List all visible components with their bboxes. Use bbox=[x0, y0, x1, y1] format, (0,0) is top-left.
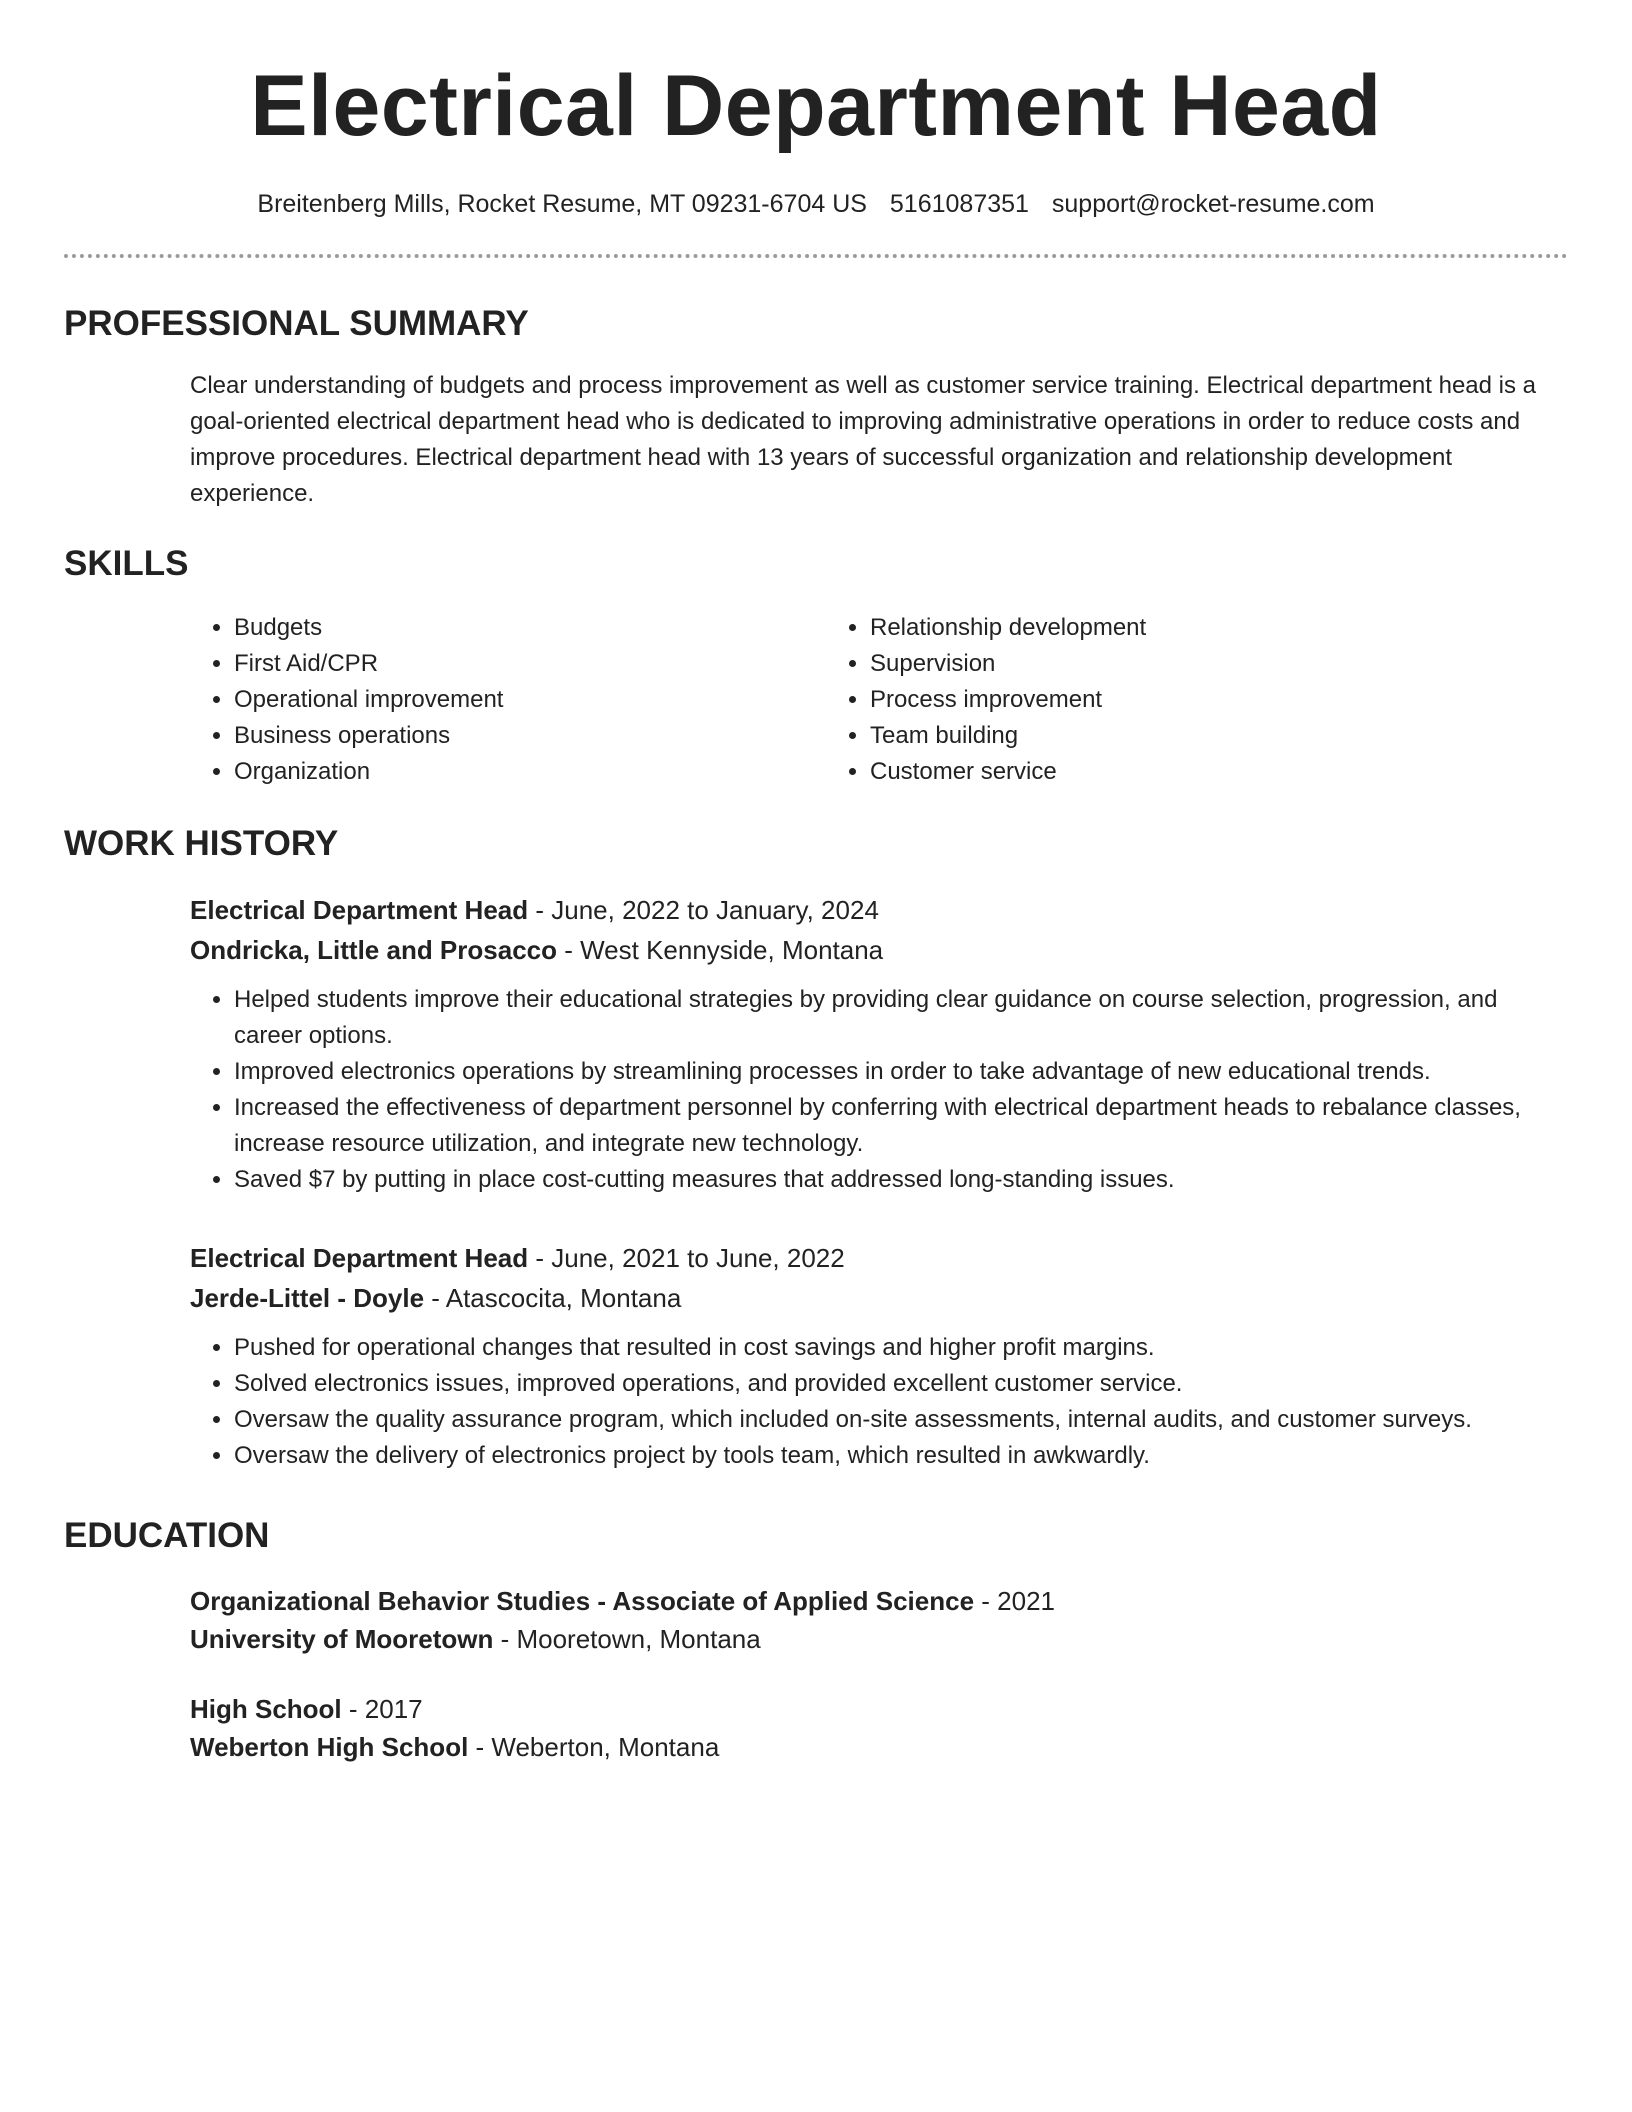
job-location: - Atascocita, Montana bbox=[424, 1283, 682, 1313]
education-degree-line bbox=[190, 1582, 1568, 1620]
education-location: - Weberton, Montana bbox=[468, 1732, 720, 1762]
contact-line bbox=[64, 188, 1568, 220]
candidate-name: Electrical Department Head bbox=[250, 58, 1382, 154]
skills-heading: SKILLS bbox=[64, 544, 189, 583]
resume-header bbox=[64, 0, 1568, 220]
skill-item: • Budgets bbox=[234, 610, 826, 646]
education-school-line bbox=[190, 1620, 1568, 1658]
job-company: Jerde-Littel - Doyle bbox=[190, 1283, 425, 1313]
skills-column-left bbox=[190, 610, 826, 790]
job-company-line bbox=[190, 1278, 1568, 1318]
skills-list bbox=[190, 610, 1568, 790]
education-degree-line bbox=[190, 1690, 1568, 1728]
job-bullets bbox=[190, 1330, 1568, 1474]
education-year: - 2021 bbox=[974, 1586, 1055, 1616]
job-position: Electrical Department Head bbox=[190, 895, 529, 925]
job-company: Ondricka, Little and Prosacco bbox=[190, 935, 557, 965]
education-heading: EDUCATION bbox=[64, 1516, 270, 1555]
education-school: University of Mooretown bbox=[190, 1624, 494, 1654]
contact-phone: 5161087351 bbox=[889, 190, 1029, 218]
work-history-heading: WORK HISTORY bbox=[64, 824, 339, 863]
job-location: - West Kennyside, Montana bbox=[557, 935, 884, 965]
job-bullet: • Oversaw the delivery of electronics project by tools team, which resulted in awkwardly. bbox=[234, 1438, 1568, 1474]
skill-item: • First Aid/CPR bbox=[234, 646, 826, 682]
job-title-line bbox=[190, 890, 1568, 930]
job-position: Electrical Department Head bbox=[190, 1243, 529, 1273]
job-company-line bbox=[190, 930, 1568, 970]
job-bullet: • Increased the effectiveness of department personnel by conferring with electrical department heads to rebalance classes, increase resource utilization, and integrate new technology. bbox=[234, 1090, 1568, 1162]
skill-item: • Operational improvement bbox=[234, 682, 826, 718]
summary-heading: PROFESSIONAL SUMMARY bbox=[64, 304, 529, 343]
skill-item: • Customer service bbox=[870, 754, 1462, 790]
education-degree: High School bbox=[190, 1694, 342, 1724]
contact-address: Breitenberg Mills, Rocket Resume, MT 09231-6704 US bbox=[257, 190, 867, 218]
skill-item: • Process improvement bbox=[870, 682, 1462, 718]
skills-column-right bbox=[826, 610, 1462, 790]
job-title-line bbox=[190, 1238, 1568, 1278]
education-location: - Mooretown, Montana bbox=[493, 1624, 761, 1654]
contact-email: support@rocket-resume.com bbox=[1051, 190, 1375, 218]
education-entry bbox=[190, 1582, 1568, 1658]
job-bullet: • Solved electronics issues, improved operations, and provided excellent customer service. bbox=[234, 1366, 1568, 1402]
job-bullet: • Pushed for operational changes that resulted in cost savings and higher profit margins. bbox=[234, 1330, 1568, 1366]
job-bullet: • Helped students improve their educational strategies by providing clear guidance on course selection, progression, and career options. bbox=[234, 982, 1568, 1054]
skill-item: • Relationship development bbox=[870, 610, 1462, 646]
job-dates: - June, 2021 to June, 2022 bbox=[528, 1243, 845, 1273]
education-school: Weberton High School bbox=[190, 1732, 469, 1762]
header-divider bbox=[64, 254, 1568, 258]
job-entry bbox=[190, 1238, 1568, 1474]
education-year: - 2017 bbox=[341, 1694, 423, 1724]
skill-item: • Team building bbox=[870, 718, 1462, 754]
job-bullet: • Saved $7 by putting in place cost-cutting measures that addressed long-standing issues. bbox=[234, 1162, 1568, 1198]
skill-item: • Business operations bbox=[234, 718, 826, 754]
job-bullets bbox=[190, 982, 1568, 1198]
job-entry bbox=[190, 890, 1568, 1198]
skill-item: • Organization bbox=[234, 754, 826, 790]
skill-item: • Supervision bbox=[870, 646, 1462, 682]
education-degree: Organizational Behavior Studies - Associate of Applied Science bbox=[190, 1586, 975, 1616]
job-bullet: • Improved electronics operations by streamlining processes in order to take advantage of new educational trends. bbox=[234, 1054, 1568, 1090]
summary-text: Clear understanding of budgets and process improvement as well as customer service training. Electrical department head is a goal-oriented electrical department head who is dedicated to improving administrative operations in order to reduce costs and improve procedures. Electrical department head with 13 years of successful organization and relationship development experience. bbox=[190, 372, 1537, 507]
job-dates: - June, 2022 to January, 2024 bbox=[528, 895, 879, 925]
education-school-line bbox=[190, 1728, 1568, 1766]
education-entry bbox=[190, 1690, 1568, 1766]
job-bullet: • Oversaw the quality assurance program, which included on-site assessments, internal audits, and customer surveys. bbox=[234, 1402, 1568, 1438]
